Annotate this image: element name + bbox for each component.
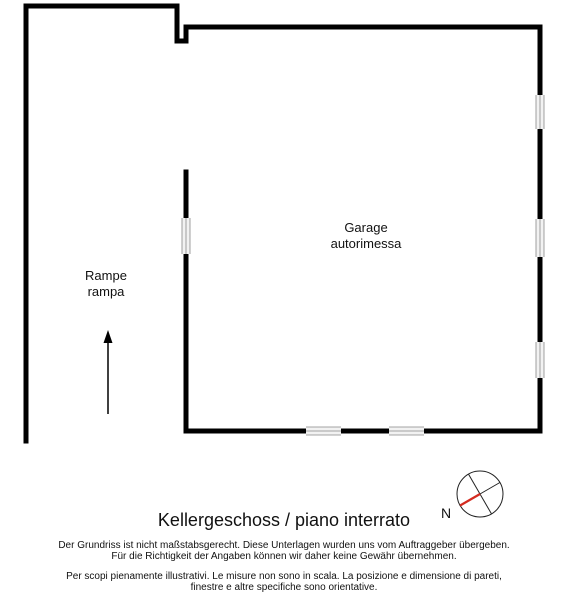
floor-title: Kellergeschoss / piano interrato [157,510,411,530]
outer-wall [26,6,540,441]
disclaimer-it-line1: Per scopi pienamente illustrativi. Le misure non sono in scala. La posizione e dimensione di pareti, [66,571,502,582]
window-left-wall [182,218,190,254]
window-right-middle [536,219,544,257]
room-label-ramp [56,268,156,300]
garage-label-it: autorimessa [330,236,402,251]
window-right-lower [536,342,544,378]
window-bottom-right [389,427,424,435]
ramp-arrow-icon [104,330,113,414]
disclaimer-it-line2: finestre e altre specifiche sono orientative. [190,582,378,593]
compass-north-label: N [441,505,452,521]
room-label-garage [296,220,436,252]
disclaimer-german [0,540,568,562]
ramp-label-de: Rampe [85,268,127,283]
disclaimer-italian [0,571,568,593]
window-bottom-left [306,427,341,435]
ramp-label-it: rampa [87,284,125,299]
garage-label-de: Garage [344,220,388,235]
window-right-upper [536,95,544,129]
disclaimer-de-line2: Für die Richtigkeit der Angaben können wir daher keine Gewähr übernehmen. [111,551,457,562]
disclaimer-de-line1: Der Grundriss ist nicht maßstabsgerecht. Diese Unterlagen wurden uns vom Auftraggeber übergeben. [58,540,510,551]
